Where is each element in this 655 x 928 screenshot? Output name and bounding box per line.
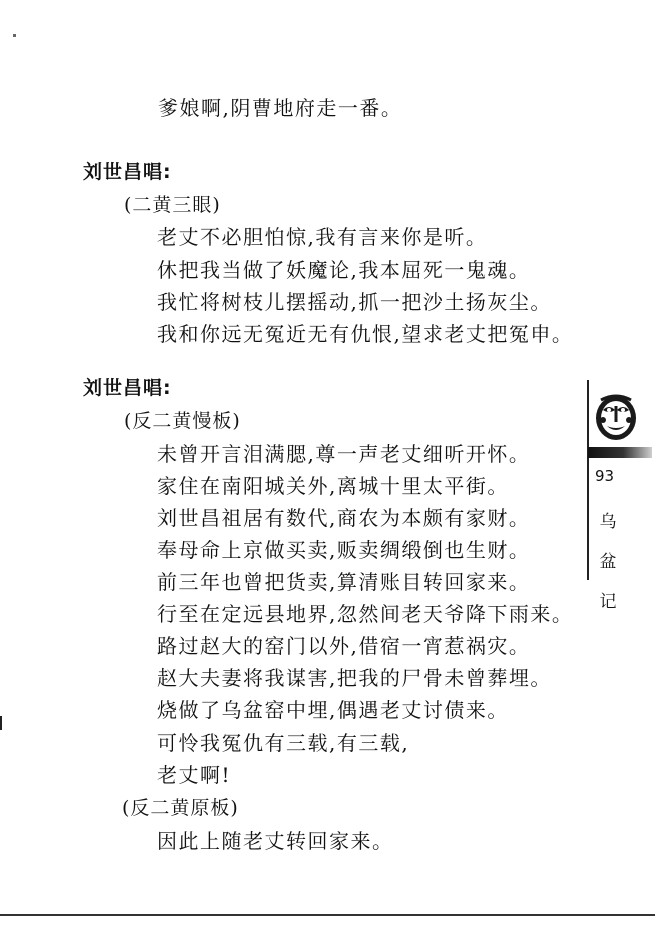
lyric-line: 刘世昌祖居有数代,商农为本颇有家财。: [157, 506, 531, 530]
lyric-line: 未曾开言泪满腮,尊一声老丈细听开怀。: [157, 442, 531, 466]
tune-mode: (反二黄原板): [122, 797, 239, 819]
lyric-line: 前三年也曾把货卖,算清账目转回家来。: [157, 570, 531, 594]
running-title-char: 记: [599, 592, 617, 612]
lyric-line: 路过赵大的窑门以外,借宿一宵惹祸灾。: [157, 634, 531, 658]
scan-speck: [13, 34, 16, 37]
lyric-line: 休把我当做了妖魔论,我本屈死一鬼魂。: [157, 258, 531, 282]
speaker-heading: 刘世昌唱:: [83, 161, 172, 183]
bottom-rule: [0, 914, 655, 916]
opera-mask-icon: [593, 392, 639, 442]
lyric-line: 奉母命上京做买卖,贩卖绸缎倒也生财。: [157, 538, 531, 562]
lyric-line: 赵大夫妻将我谋害,把我的尸骨未曾葬埋。: [157, 666, 552, 690]
tune-mode: (反二黄慢板): [124, 410, 241, 432]
speaker-heading: 刘世昌唱:: [83, 377, 172, 399]
lyric-line: 我和你远无冤近无有仇恨,望求老丈把冤申。: [157, 322, 574, 346]
running-title-char: 盆: [599, 552, 617, 572]
tune-mode: (二黄三眼): [124, 194, 221, 216]
lyric-line: 老丈不必胆怕惊,我有言来你是听。: [157, 225, 488, 249]
scan-edge-mark: [0, 716, 2, 730]
running-title: [598, 502, 618, 622]
lyric-line: 行至在定远县地界,忽然间老天爷降下雨来。: [157, 602, 574, 626]
lyric-line: 烧做了乌盆窑中埋,偶遇老丈讨债来。: [157, 698, 509, 722]
lyric-line: 爹娘啊,阴曹地府走一番。: [158, 96, 403, 120]
lyric-line: 老丈啊!: [157, 763, 232, 787]
margin-rule: [587, 380, 589, 580]
lyric-line: 家住在南阳城关外,离城十里太平街。: [157, 474, 509, 498]
running-title-char: 乌: [599, 512, 617, 532]
lyric-line: 可怜我冤仇有三载,有三载,: [157, 731, 410, 755]
margin-band: [588, 447, 652, 458]
page-number: 93: [595, 467, 615, 485]
lyric-line: 我忙将树枝儿摆摇动,抓一把沙土扬灰尘。: [157, 290, 552, 314]
lyric-line: 因此上随老丈转回家来。: [157, 829, 394, 853]
